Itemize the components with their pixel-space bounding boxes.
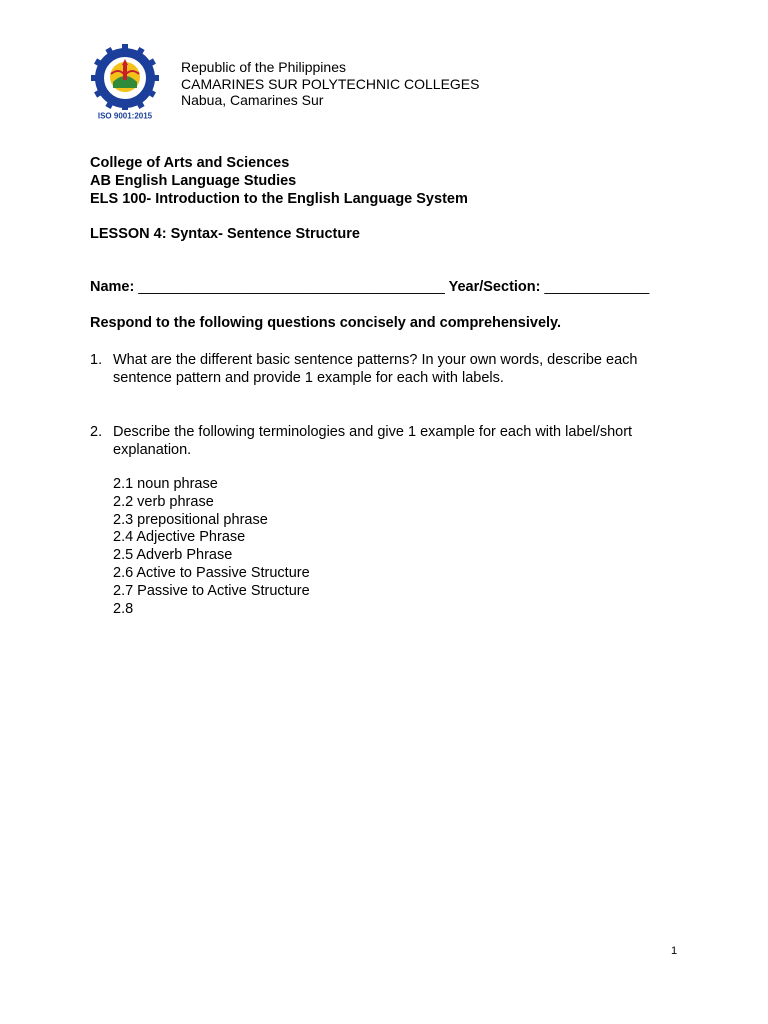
name-blank: ______________________________________ xyxy=(138,279,445,295)
svg-text:ISO 9001:2015: ISO 9001:2015 xyxy=(97,111,153,121)
list-item: 2.5 Adverb Phrase xyxy=(113,547,233,564)
question-item xyxy=(90,423,680,459)
question-number: 1. xyxy=(90,352,103,368)
csp-college-seal-icon xyxy=(91,44,159,122)
subject-name: ELS 100- Introduction to the English Language System xyxy=(90,191,468,207)
list-item: 2.8 xyxy=(113,600,134,617)
header-line-republic: Republic of the Philippines xyxy=(181,59,346,75)
name-year-line xyxy=(90,279,649,295)
list-item: 2.4 Adjective Phrase xyxy=(113,529,246,546)
college-name: College of Arts and Sciences xyxy=(90,155,290,171)
lesson-title: LESSON 4: Syntax- Sentence Structure xyxy=(90,226,360,242)
instruction-text: Respond to the following questions concisely and comprehensively. xyxy=(90,315,562,331)
question-number: 2. xyxy=(90,424,103,440)
year-section-label: Year/Section: xyxy=(448,279,541,295)
program-name: AB English Language Studies xyxy=(90,173,297,189)
list-item: 2.6 Active to Passive Structure xyxy=(113,564,310,581)
question-item xyxy=(90,351,680,387)
header-line-institution: CAMARINES SUR POLYTECHNIC COLLEGES xyxy=(181,75,480,92)
list-item: 2.3 prepositional phrase xyxy=(113,511,268,528)
terminology-list xyxy=(113,476,310,618)
list-item: 2.7 Passive to Active Structure xyxy=(113,582,310,599)
question-text: Describe the following terminologies and give 1 example for each with label/short explanation. xyxy=(113,424,633,458)
college-seal-logo xyxy=(91,44,159,122)
list-item: 2.2 verb phrase xyxy=(113,493,214,510)
page-number: 1 xyxy=(671,945,678,957)
question-text: What are the different basic sentence patterns? In your own words, describe each sentence pattern and provide 1 example for each with labels. xyxy=(113,352,638,386)
year-section-blank: _____________ xyxy=(544,279,650,295)
list-item: 2.1 noun phrase xyxy=(113,476,218,492)
header-line-location: Nabua, Camarines Sur xyxy=(181,92,324,108)
name-label: Name: xyxy=(90,279,135,295)
institution-header xyxy=(181,59,479,109)
course-info xyxy=(90,154,468,208)
